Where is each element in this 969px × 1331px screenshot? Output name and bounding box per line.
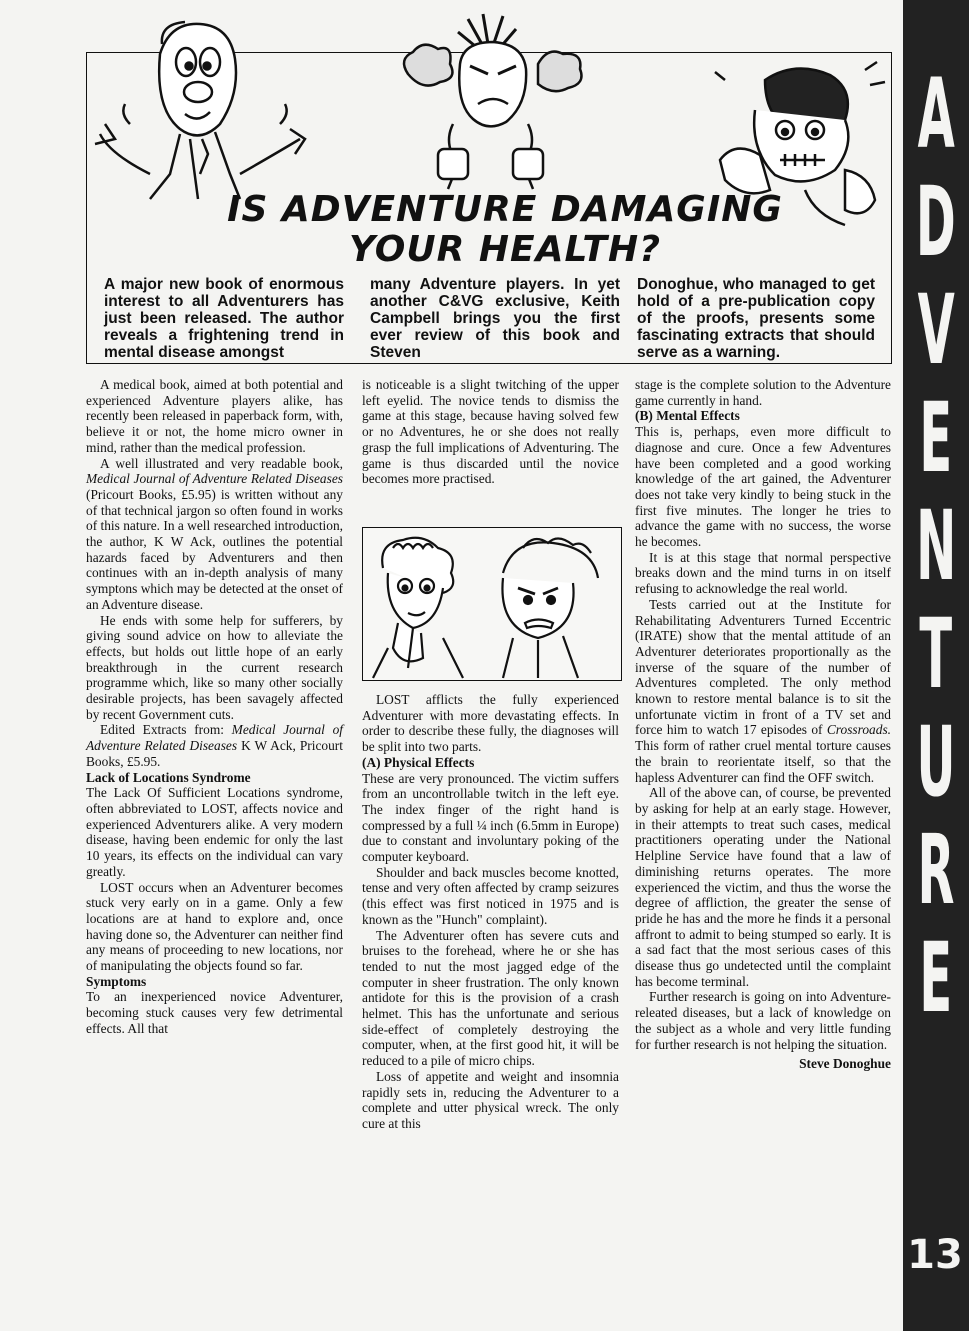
page-number: 13 [907, 1232, 963, 1278]
text-run: Tests carried out at the Institute for Rehabilitating Adventurers Turned Eccentric (IRATE) show that the mental attitude of an Adventurer deteriorates proportionally as the inverse of the square of the number of Adventures completed. The only method known to restore mental balance is to sit the unfortunate victim in front of a TV set and force him to watch 17 episodes of [635, 596, 891, 738]
paragraph: These are very pronounced. The victim suffers from an uncontrollable twitch in the left eye. The index finger of the right hand is compressed by a full ¼ inch (6.5mm in Europe) due to constant and involuntary poking of the computer keyboard. [362, 770, 619, 865]
column-3 [635, 377, 891, 1072]
tv-show-title: Crossroads. [826, 722, 891, 738]
sidebar-letter: E [919, 922, 953, 1034]
paragraph: The Adventurer often has severe cuts and bruises to the forehead, where he or she has tended to nut the most jagged edge of the computer in sheer frustration. The only known antidote for this is the provision of a crash helmet. This has the unfortunate and serious side-effect of completely destroying the computer, when, at the first good hit, it will be reduced to a pile of micro chips. [362, 927, 619, 1069]
paragraph: is noticeable is a slight twitching of the upper left eyelid. The novice tends to dismiss the game at this stage, because having solved few or no Adventures, he or she does not really grasp the full implications of Adventuring. The game is thus discarded until the novice becomes more practised. [362, 377, 619, 487]
book-title: Medical Journal of Adventure Related Diseases [86, 722, 344, 754]
paragraph: stage is the complete solution to the Adventure game currently in hand. [635, 377, 891, 408]
paragraph: Loss of appetite and weight and insomnia rapidly sets in, reducing the Adventurer to a complete and utter physical wreck. The only cure at this [362, 1068, 619, 1131]
cartoon-calm-man [90, 14, 320, 204]
cartoon-twitching-faces [362, 527, 622, 681]
headline-line2: YOUR HEALTH? [348, 229, 661, 270]
text-run: This form of rather cruel mental torture causes the brain to reorientate itself, so that the hapless Adventurer can find the OFF switch. [635, 738, 891, 785]
sidebar-letter: E [919, 382, 953, 494]
intro-col2: many Adventure players. In yet another C&VG exclusive, Keith Campbell brings you the first ever review of this book and Steven [370, 276, 620, 361]
section-heading: Symptoms [86, 973, 147, 989]
column-1 [86, 377, 343, 1037]
paragraph [86, 456, 343, 613]
column-2-bottom [362, 692, 619, 1132]
author-signature: Steve Donoghue [799, 1056, 891, 1072]
column-2-top [362, 377, 619, 487]
section-heading: Lack of Locations Syndrome [86, 769, 251, 785]
sidebar-letter: A [917, 58, 955, 170]
cartoon-fuming-man [388, 4, 598, 194]
paragraph [635, 597, 891, 785]
paragraph: LOST afflicts the fully experienced Adventurer with more devastating effects. In order to describe these fully, the diagnoses will be split into two parts. [362, 692, 619, 755]
book-title: Medical Journal of Adventure Related Diseases [86, 471, 343, 487]
sidebar-letter: D [916, 166, 956, 278]
paragraph: It is at this stage that normal perspective breaks down and the mind turns in on itself refusing to acknowledge the real world. [635, 549, 891, 597]
paragraph: LOST occurs when an Adventurer becomes stuck very early on in a game. Only a few locations are at hand to explore and, once having done so, the Adventurer can neither find any means of proceeding to new locations, nor of manipulating the objects found so far. [86, 879, 343, 974]
text-run: (Pricourt Books, £5.95) is written without any of that technical jargon so often found in works of this nature. In a well researched introduction, the author, K W Ack, outlines the potential hazards faced by Adventurers and then continues with an in-depth analysis of many symptons which may be detected at the onset of an Adventure disease. [86, 486, 343, 612]
headline-line1: IS ADVENTURE DAMAGING [227, 189, 783, 230]
sidebar-title [903, 60, 969, 1032]
paragraph: All of the above can, of course, be prevented by asking for help at an early stage. However, in their attempts to treat such cases, medical practitioners operating under the National Helpline Service have found that a law of diminishing returns operates. The more experienced the victim, and thus the worse the degree of affliction, the greater the sense of pride he has and the more he finds it a personal affront to admit to being stumped so early. It is a sad fact that the most serious cases of this disease thus go undetected until the complaint has become terminal. [635, 785, 891, 989]
section-heading: (B) Mental Effects [635, 408, 740, 424]
text-run: Edited Extracts from: [100, 722, 232, 738]
sidebar-strip [903, 0, 969, 1331]
paragraph: Shoulder and back muscles become knotted, tense and very often affected by cramp seizures (this effect was first noticed in 1975 and is known as the "Hunch" complaint). [362, 864, 619, 927]
sidebar-letter: R [917, 814, 955, 926]
paragraph: The Lack Of Sufficient Locations syndrome, often abbreviated to LOST, affects novice and experienced Adventurers alike. A very modern disease, having been endemic for only the last 10 years, its effects on the individual can vary greatly. [86, 785, 343, 879]
paragraph: To an inexperienced novice Adventurer, becoming stuck causes very few detrimental effects. All that [86, 989, 343, 1036]
paragraph: Further research is going on into Adventure-releated diseases, but a lack of knowledge on the subject as a whole and very little funding for further research is not helping the situation. [635, 989, 891, 1052]
text-run: A well illustrated and very readable book, [100, 455, 343, 471]
text-run: K W Ack, Pricourt Books, £5.95. [86, 738, 343, 769]
intro-col3: Donoghue, who managed to get hold of a pre-publication copy of the proofs, presents some fascinating extracts that should serve as a warning. [637, 276, 875, 361]
paragraph [86, 722, 343, 769]
sidebar-letter: V [917, 274, 955, 386]
sidebar-letter: U [916, 706, 956, 818]
headline [120, 190, 890, 270]
paragraph: This is, perhaps, even more difficult to diagnose and cure. Once a few Adventures have been completed and a good working knowledge of the art gained, the Adventurer does not take very kindly to being stuck in the first five minutes. The longer he tries to advance the game with no success, the worse he becomes. [635, 424, 891, 550]
paragraph: He ends with some help for sufferers, by giving sound advice on how to alleviate the effects, but holds out little hope of an early breakthrough in the current research programme which, like so many other socially desirable projects, has been savagely affected by recent Government cuts. [86, 612, 343, 722]
paragraph: A medical book, aimed at both potential and experienced Adventure players alike, has recently been released in paperback form, with, believe it or not, the home micro owner in mind, rather than the medical profession. [86, 377, 343, 455]
intro-col1: A major new book of enormous interest to all Adventurers has just been released. The author reveals a frightening trend in mental disease amongst [104, 276, 344, 361]
section-heading: (A) Physical Effects [362, 754, 475, 770]
sidebar-letter: N [915, 490, 957, 602]
sidebar-letter: T [919, 598, 953, 710]
